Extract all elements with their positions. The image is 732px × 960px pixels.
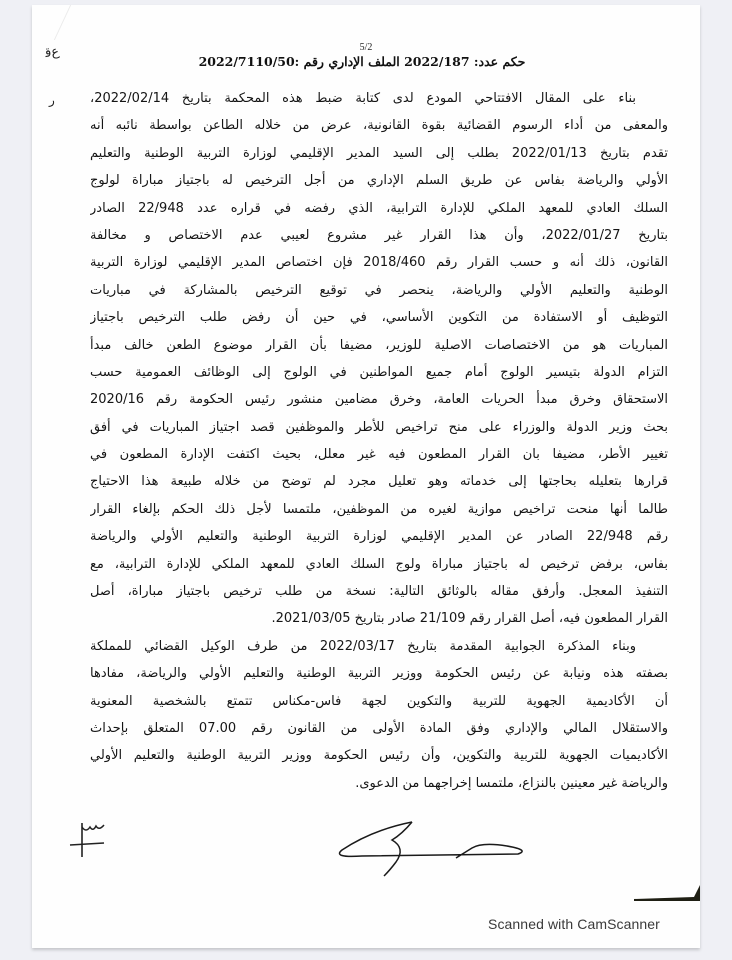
judge-signature	[332, 820, 532, 880]
text-line: تقدم بتاريخ 2022/01/13 بطلب إلى السيد المدير الإقليمي لوزارة التربية الوطنية والتعليم	[90, 145, 668, 161]
text-line: الاستحقاق وخرق مبدأ الحريات العامة، وخرق مضامين منشور رئيس الحكومة رقم 2020/16	[90, 392, 668, 408]
text-line: والرياضة غير معينين بالنزاع، ملتمسا إخراجهما من الدعوى.	[355, 775, 668, 791]
initials-signature	[60, 815, 120, 865]
text-line: بفاس، برفض ترخيص له باجتياز مباراة ولوج السلك العادي للمعهد الملكي للإدارة الترابية، مع	[90, 556, 668, 572]
text-line: طالما أنها منحت تراخيص موازية لغيره من الموظفين، ملتمسا لأجل ذلك الحكم بإلغاء القرار	[90, 501, 668, 517]
judgment-number: 2022/187	[404, 54, 470, 69]
text-line: بتاريخ 2022/01/27، وأن هذا القرار غير مشروع لعيبي عدم الاختصاص و مخالفة	[90, 227, 668, 243]
text-line: والمعفى من أداء الرسوم القضائية بقوة القانونية، عرض من خلاله الطاعن بواسطة نائبه أنه	[90, 118, 668, 134]
paragraph-petition	[90, 85, 668, 633]
text-line: وبناء المذكرة الجوابية المقدمة بتاريخ 2022/03/17 من طرف الوكيل القضائي للمملكة	[90, 638, 636, 654]
document-page	[32, 5, 700, 948]
paragraph-response	[90, 633, 668, 797]
judgment-body	[90, 85, 668, 797]
margin-annotation: ﻉﻗ	[43, 43, 61, 62]
text-line: الأولي والرياضة بفاس عن طريق السلم الإداري من أجل الترخيص له باجتياز مباراة لولوج	[90, 173, 668, 189]
text-line: بناء على المقال الافتتاحي المودع لدى كتابة ضبط هذه المحكمة بتاريخ 2022/02/14،	[90, 91, 636, 106]
text-line: التزام الدولة بتيسير الولوج أمام جميع المواطنين في الولوج إلى الوظائف العمومية حسب	[90, 364, 668, 380]
page-number: 5/2	[359, 42, 373, 53]
text-line: القانون، ذلك أنه و حسب القرار رقم 2018/460 فإن اختصاص المدير الإقليمي لوزارة التربية	[90, 255, 668, 271]
camscanner-watermark: Scanned with CamScanner	[488, 916, 660, 932]
file-number: 2022/7110/50	[198, 54, 295, 69]
margin-annotation: ﺭ	[49, 93, 55, 107]
text-line: الوطنية والتعليم الأولي والرياضة، ينحصر في توقيع الترخيص بالمشاركة في مباريات	[90, 282, 668, 298]
text-line: السلك العادي للمعهد الملكي للإدارة الترابية، الذي رفضه في قراره عدد 22/948 الصادر	[90, 200, 668, 216]
text-line: أن الأكاديمية الجهوية للتربية والتكوين لجهة فاس-مكناس تتمتع بالشخصية المعنوية	[90, 693, 668, 709]
text-line: تغيير الأطر، مضيفا بان القرار المطعون فيه غير معلل، بحيث اكتفت الإدارة المطعون في	[90, 447, 668, 463]
text-line: والاستقلال المالي والإداري وفق المادة الأولى من القانون رقم 07.00 المتعلق بإحداث	[90, 720, 668, 736]
text-line: بصفته هذه ونيابة عن رئيس الحكومة ووزير التربية الوطنية والتعليم الأولي والرياضة، مفادها	[90, 666, 668, 682]
text-line: التنفيذ المعجل. وأرفق مقاله بالوثائق التالية: نسخة من طلب ترخيص باجتياز مباراة، أصل	[90, 584, 668, 600]
text-line: المباريات هو من الاختصاصات الاصلية للوزير، مضيفا بأن القرار موضوع الطعن خالف مبدأ	[90, 337, 668, 353]
text-line: القرار المطعون فيه، أصل القرار رقم 21/109 صادر بتاريخ 2021/03/05.	[271, 611, 668, 627]
judgment-label: حكم عدد:	[473, 54, 526, 69]
text-line: رقم 22/948 الصادر عن المدير الإقليمي لوزارة التربية الوطنية والتعليم الأولي والرياضة	[90, 529, 668, 545]
text-line: بحث وزير الدولة والوزراء على منح تراخيص للأطر والموظفين قصد اجتياز المباريات في أفق	[90, 419, 668, 435]
scan-artifact	[54, 5, 93, 40]
file-label: الملف الإداري رقم :	[294, 54, 400, 69]
scan-edge-artifact	[634, 885, 700, 901]
text-line: الأكاديميات الجهوية للتربية والتكوين، وأن رئيس الحكومة ووزير التربية الوطنية والتعليم الأولي	[90, 748, 668, 764]
text-line: التوظيف أو الاستفادة من التكوين الأساسي، في حين أن رفض طلب الترخيص باجتياز	[90, 310, 668, 326]
case-header	[152, 54, 572, 69]
text-line: قرارها بتعليله بحاجتها إلى خدماته وهو تعليل مجرد لم توضح من خلاله طبيعة هذا الاحتياج	[90, 474, 668, 490]
